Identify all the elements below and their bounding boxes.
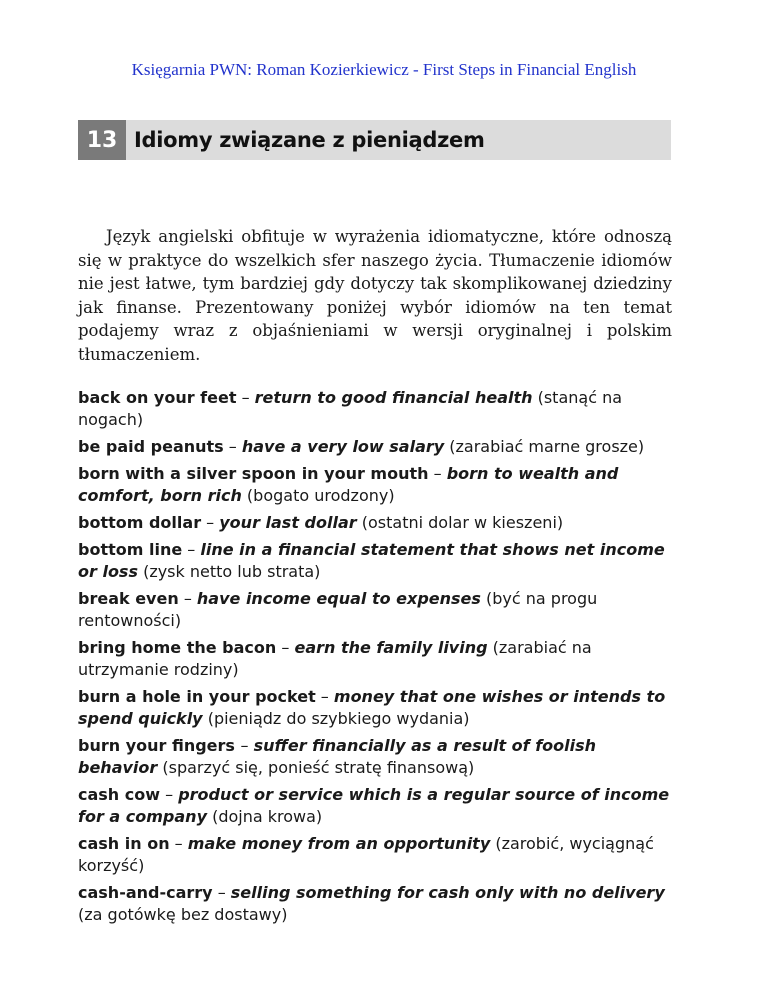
idiom-list [78, 387, 678, 931]
idiom-translation: (stanąć na nogach) [78, 388, 623, 429]
idiom-entry [78, 882, 678, 926]
chapter-heading [78, 120, 671, 160]
dash: – [182, 540, 201, 559]
idiom-entry [78, 387, 678, 431]
idiom-definition: have a very low salary [241, 437, 445, 456]
idiom-translation: (zarabiać marne grosze) [444, 437, 645, 456]
idiom-translation: (za gotówkę bez dostawy) [78, 905, 288, 924]
idiom-term: burn your fingers [78, 736, 241, 755]
idiom-definition: earn the family living [294, 638, 488, 657]
dash: – [201, 513, 220, 532]
idiom-translation: (być na progu rentowności) [78, 589, 598, 630]
idiom-entry [78, 637, 678, 681]
idiom-term: bottom dollar [78, 513, 202, 532]
idiom-translation: (zarobić, wyciągnąć korzyść) [78, 834, 654, 875]
dash: – [178, 589, 197, 608]
dash: – [240, 736, 254, 755]
chapter-number: 13 [78, 120, 126, 160]
idiom-term: bring home the bacon [78, 638, 277, 657]
idiom-term: break even [78, 589, 179, 608]
idiom-term: back on your feet [78, 388, 237, 407]
dash: – [276, 638, 295, 657]
idiom-term: cash cow [78, 785, 161, 804]
idiom-definition: return to good financial health [254, 388, 533, 407]
idiom-term: bottom line [78, 540, 183, 559]
idiom-translation: (zarabiać na utrzymanie rodziny) [78, 638, 592, 679]
idiom-translation: (sparzyć się, ponieść stratę finansową) [157, 758, 475, 777]
idiom-definition: product or service which is a regular source of income for a company [78, 785, 670, 826]
idiom-entry [78, 588, 678, 632]
idiom-term: cash-and-carry [78, 883, 213, 902]
book-header-link[interactable]: Księgarnia PWN: Roman Kozierkiewicz - First Steps in Financial English [131, 60, 637, 79]
idiom-term: cash in on [78, 834, 170, 853]
idiom-definition: born to wealth and comfort, born rich [78, 464, 619, 505]
dash: – [160, 785, 179, 804]
idiom-term: be paid peanuts [78, 437, 224, 456]
idiom-entry [78, 686, 678, 730]
idiom-definition: money that one wishes or intends to spend quickly [78, 687, 666, 728]
idiom-entry [78, 784, 678, 828]
idiom-term: born with a silver spoon in your mouth [78, 464, 429, 483]
idiom-entry [78, 833, 678, 877]
idiom-entry [78, 735, 678, 779]
intro-paragraph: Język angielski obfituje w wyrażenia idiomatyczne, które odnoszą się w praktyce do wszelkich sfer naszego życia. Tłumaczenie idiomów nie jest łatwe, tym bardziej gdy dotyczy tak skomplikowanej dziedziny jak finanse. Prezentowany poniżej wybór idiomów na ten temat podajemy wraz z objaśnieniami w wersji oryginalnej i polskim tłumaczeniem. [78, 227, 672, 364]
idiom-entry [78, 436, 678, 458]
dash: – [212, 883, 231, 902]
dash: – [315, 687, 334, 706]
dash: – [236, 388, 255, 407]
idiom-definition: line in a financial statement that shows net income or loss [78, 540, 665, 581]
idiom-translation: (dojna krowa) [207, 807, 323, 826]
dash: – [169, 834, 188, 853]
idiom-translation: (pieniądz do szybkiego wydania) [202, 709, 470, 728]
idiom-definition: selling something for cash only with no delivery [230, 883, 665, 902]
idiom-translation: (bogato urodzony) [241, 486, 395, 505]
idiom-entry [78, 539, 678, 583]
idiom-definition: suffer financially as a result of foolish behavior [78, 736, 597, 777]
idiom-term: burn a hole in your pocket [78, 687, 316, 706]
idiom-definition: make money from an opportunity [187, 834, 491, 853]
idiom-entry [78, 512, 678, 534]
idiom-translation: (ostatni dolar w kieszeni) [356, 513, 564, 532]
idiom-definition: have income equal to expenses [196, 589, 481, 608]
idiom-entry [78, 463, 678, 507]
chapter-title: Idiomy związane z pieniądzem [134, 128, 485, 152]
dash: – [428, 464, 447, 483]
dash: – [223, 437, 242, 456]
idiom-definition: your last dollar [219, 513, 357, 532]
idiom-translation: (zysk netto lub strata) [137, 562, 321, 581]
